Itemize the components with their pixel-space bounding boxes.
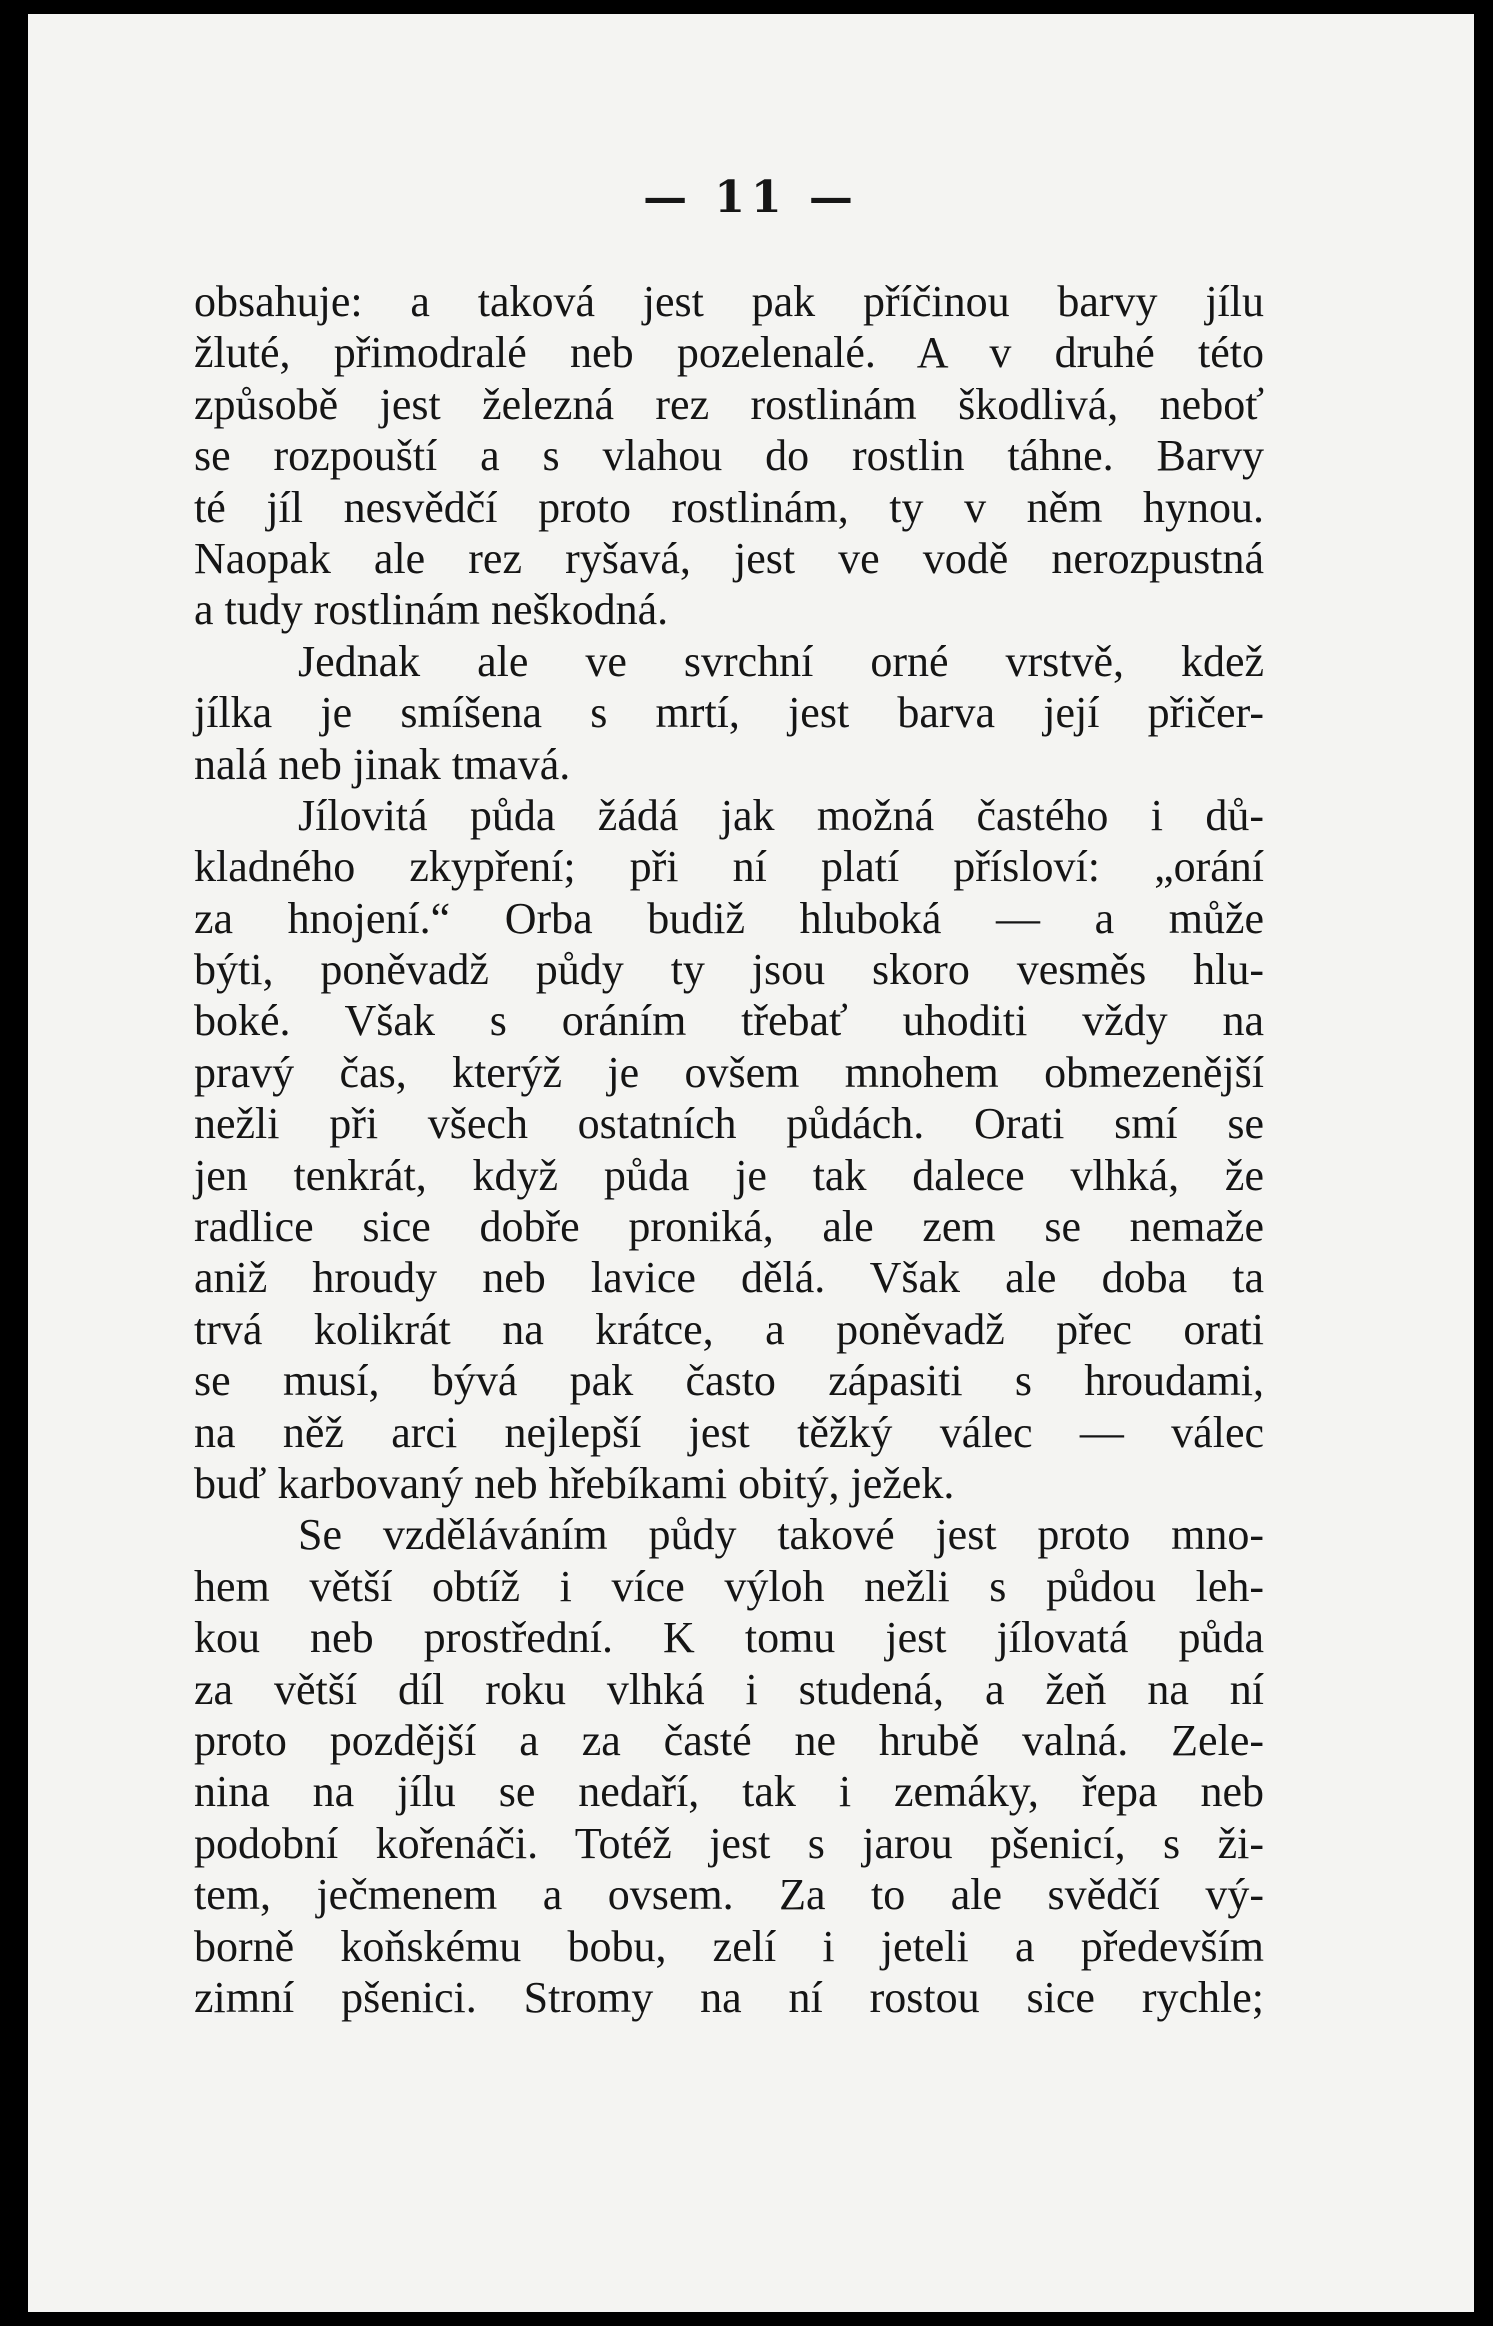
- text-line: Naopak ale rez ryšavá, jest ve vodě nerozpustná: [194, 533, 1264, 583]
- text-line: pravý čas, kterýž je ovšem mnohem obmezenější: [194, 1047, 1264, 1097]
- text-line: žluté, přimodralé neb pozelenalé. A v druhé této: [194, 328, 1264, 378]
- text-line: buď karbovaný neb hřebíkami obitý, ježek.: [194, 1458, 955, 1508]
- text-line: obsahuje: a taková jest pak příčinou barvy jílu: [194, 277, 1264, 326]
- text-line: jen tenkrát, když půda je tak dalece vlhká, že: [194, 1150, 1264, 1200]
- text-line: kladného zkypření; při ní platí přísloví: „orání: [194, 842, 1264, 892]
- text-line: za větší díl roku vlhká i studená, a žeň na ní: [194, 1664, 1264, 1714]
- text-line: nežli při všech ostatních půdách. Orati smí se: [194, 1099, 1264, 1149]
- text-line: nina na jílu se nedaří, tak i zemáky, řepa neb: [194, 1767, 1264, 1817]
- text-line: způsobě jest železná rez rostlinám škodlivá, neboť: [194, 379, 1264, 429]
- text-line: boké. Však s oráním třebať uhoditi vždy na: [194, 996, 1264, 1046]
- text-line: kou neb prostřední. K tomu jest jílovatá půda: [194, 1613, 1264, 1663]
- book-page: [28, 14, 1474, 2312]
- text-line: se rozpouští a s vlahou do rostlin táhne. Barvy: [194, 431, 1264, 481]
- text-line: hem větší obtíž i více výloh nežli s půdou leh-: [194, 1561, 1264, 1611]
- text-line: aniž hroudy neb lavice dělá. Však ale doba ta: [194, 1253, 1264, 1303]
- text-line: Se vzděláváním půdy takové jest proto mno-: [298, 1510, 1264, 1560]
- text-line: Jednak ale ve svrchní orné vrstvě, kdež: [298, 636, 1264, 686]
- text-line: proto pozdější a za časté ne hrubě valná. Zele-: [194, 1715, 1264, 1765]
- text-line: té jíl nesvědčí proto rostlinám, ty v něm hynou.: [194, 482, 1264, 532]
- text-line: radlice sice dobře proniká, ale zem se nemaže: [194, 1202, 1264, 1252]
- text-line: za hnojení.“ Orba budiž hluboká — a může: [194, 893, 1264, 943]
- text-line: na něž arci nejlepší jest těžký válec — válec: [194, 1407, 1264, 1457]
- text-line: jílka je smíšena s mrtí, jest barva její přičer-: [194, 688, 1264, 738]
- page-number: — 11 —: [643, 172, 859, 223]
- text-line: trvá kolikrát na krátce, a poněvadž přec orati: [194, 1304, 1264, 1354]
- text-line: podobní kořenáči. Totéž jest s jarou pšenicí, s ži-: [194, 1818, 1264, 1868]
- text-line: býti, poněvadž půdy ty jsou skoro vesměs hlu-: [194, 945, 1264, 995]
- text-line: a tudy rostlinám neškodná.: [194, 585, 669, 635]
- text-line: se musí, bývá pak často zápasiti s hroudami,: [194, 1356, 1264, 1406]
- text-body: [194, 276, 1264, 2023]
- text-line: Jílovitá půda žádá jak možná častého i dů-: [298, 790, 1264, 840]
- text-line: zimní pšenici. Stromy na ní rostou sice rychle;: [194, 1972, 1264, 2022]
- text-line: nalá neb jinak tmavá.: [194, 739, 571, 789]
- text-line: borně koňskému bobu, zelí i jeteli a především: [194, 1921, 1264, 1971]
- text-line: tem, ječmenem a ovsem. Za to ale svědčí vý-: [194, 1870, 1264, 1920]
